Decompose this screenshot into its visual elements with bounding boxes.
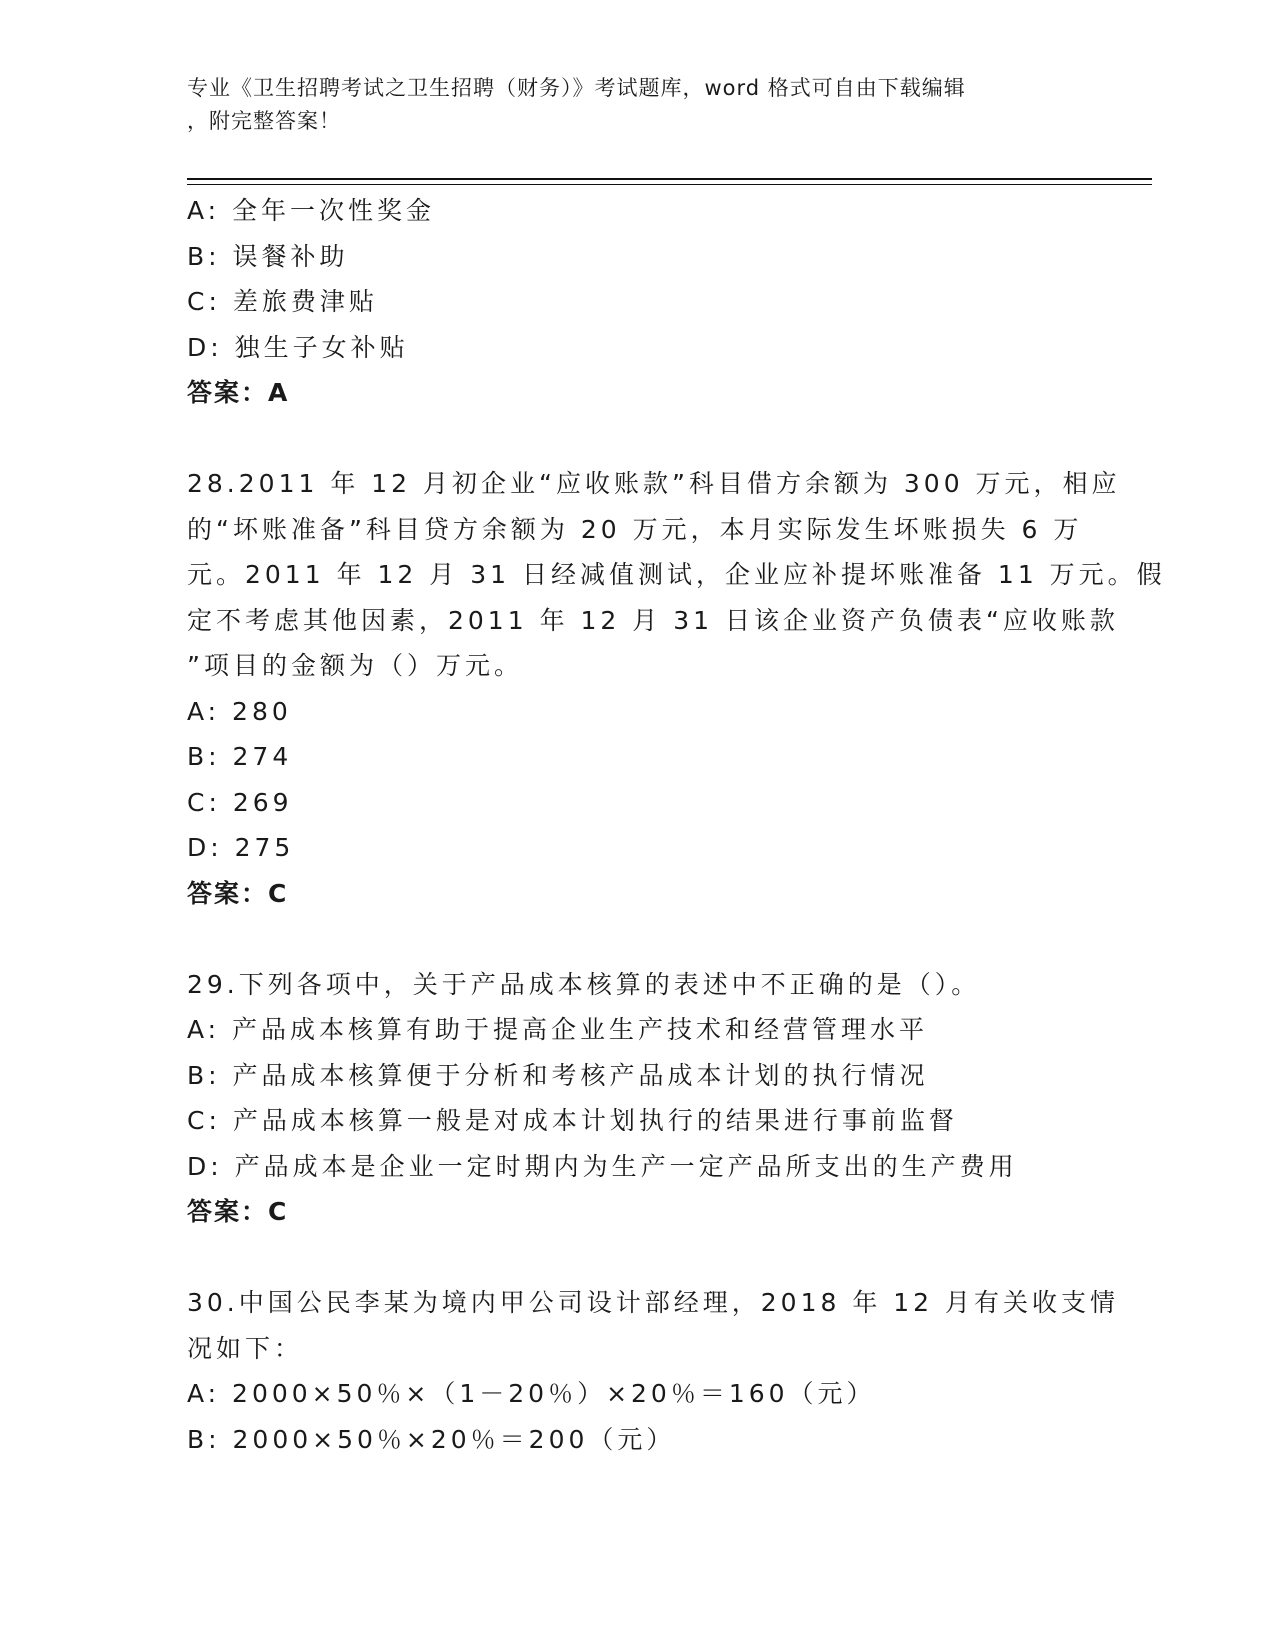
question-stem-line: 29.下列各项中，关于产品成本核算的表述中不正确的是（）。 xyxy=(187,969,981,999)
option-c: C: 产品成本核算一般是对成本计划执行的结果进行事前监督 xyxy=(187,1106,958,1135)
header-line-1: 专业《卫生招聘考试之卫生招聘（财务）》考试题库，word 格式可自由下载编辑 xyxy=(187,76,966,100)
option-d: D: 产品成本是企业一定时期内为生产一定产品所支出的生产费用 xyxy=(187,1151,1018,1181)
question-stem-line: 定不考虑其他因素，2011 年 12 月 31 日该企业资产负债表“应收账款 xyxy=(187,605,1119,635)
question-stem-line: 况如下： xyxy=(187,1333,304,1363)
option-a: A: 280 xyxy=(187,696,292,726)
answer: 答案：C xyxy=(187,1197,289,1226)
option-c: C: 269 xyxy=(187,787,293,817)
header-line-2: ，附完整答案！ xyxy=(187,109,341,133)
document-header xyxy=(187,72,1067,138)
option-b: B: 274 xyxy=(187,742,293,771)
option-c: C: 差旅费津贴 xyxy=(187,287,378,316)
option-a: A: 全年一次性奖金 xyxy=(187,196,436,225)
option-a: A: 产品成本核算有助于提高企业生产技术和经营管理水平 xyxy=(187,1015,929,1044)
option-b: B: 2000×50％×20％＝200（元） xyxy=(187,1424,676,1454)
answer: 答案：C xyxy=(187,878,289,908)
question-28 xyxy=(187,461,1166,916)
question-list xyxy=(187,188,1166,1462)
question-stem-line: 30.中国公民李某为境内甲公司设计部经理，2018 年 12 月有关收支情 xyxy=(187,1288,1120,1317)
question-stem-line: 元。2011 年 12 月 31 日经减值测试，企业应补提坏账准备 11 万元。假 xyxy=(187,560,1166,589)
header-rule-thick xyxy=(187,178,1152,180)
question-29 xyxy=(187,962,1087,1235)
option-b: B: 误餐补助 xyxy=(187,241,349,271)
answer: 答案：A xyxy=(187,378,290,407)
question-stem-line: 的“坏账准备”科目贷方余额为 20 万元，本月实际发生坏账损失 6 万 xyxy=(187,514,1083,544)
option-d: D: 独生子女补贴 xyxy=(187,332,409,362)
option-b: B: 产品成本核算便于分析和考核产品成本计划的执行情况 xyxy=(187,1060,929,1090)
question-stem-line: ”项目的金额为（）万元。 xyxy=(187,651,523,680)
question-stem-line: 28.2011 年 12 月初企业“应收账款”科目借方余额为 300 万元，相应 xyxy=(187,469,1121,498)
question-27 xyxy=(187,188,1087,416)
question-30 xyxy=(187,1280,1120,1462)
header-rule-thin xyxy=(187,184,1152,185)
option-d: D: 275 xyxy=(187,833,295,862)
option-a: A: 2000×50％×（1－20％）×20％＝160（元） xyxy=(187,1379,876,1408)
